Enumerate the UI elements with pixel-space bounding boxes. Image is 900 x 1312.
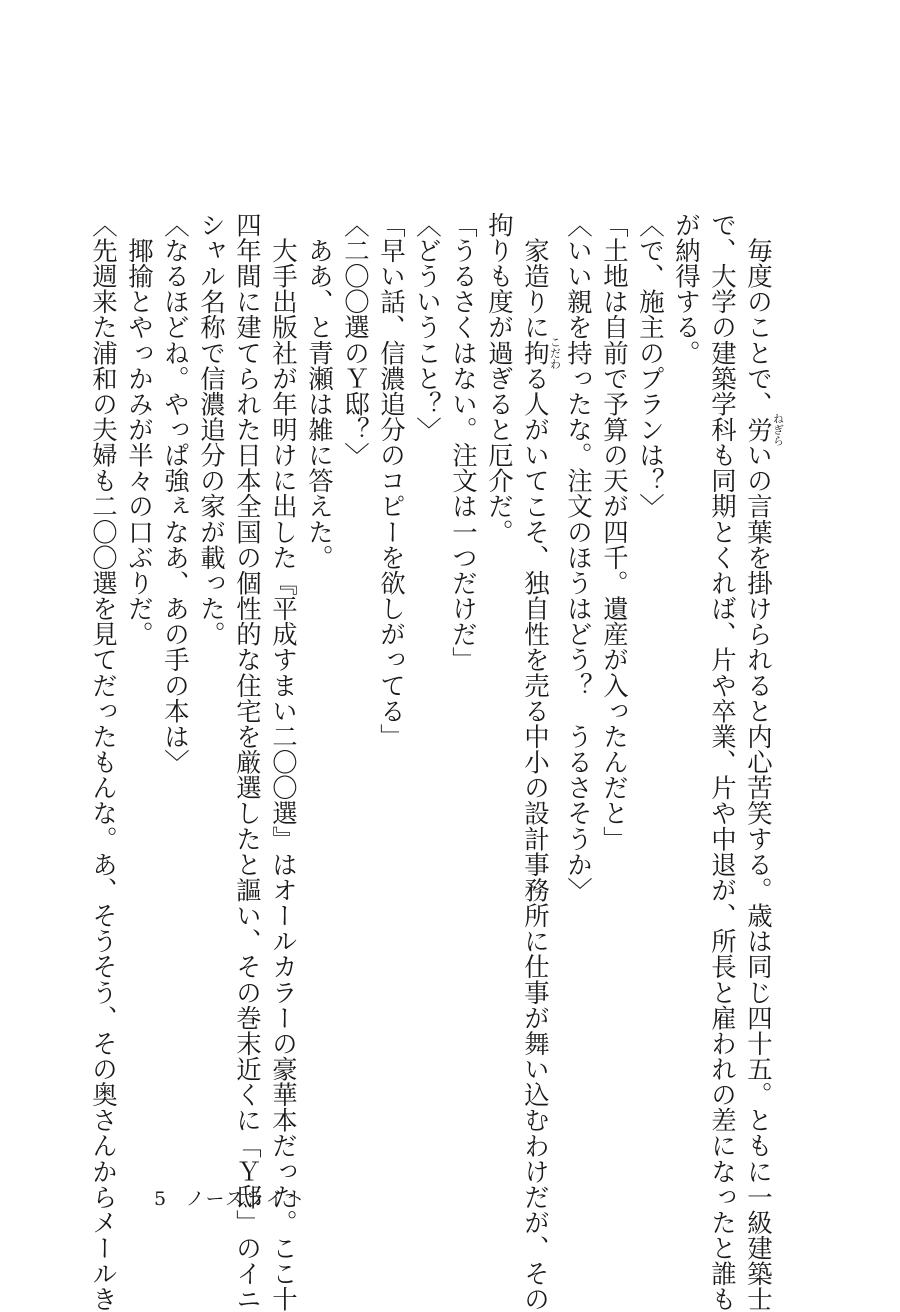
text-line: 「早い話、信濃追分のコピーを欲しがってる」	[377, 212, 407, 750]
text-line: 〈どういうこと？〉	[413, 212, 443, 443]
text-line: 揶揄とやっかみが半々の口ぶりだ。	[125, 212, 155, 647]
text-line: 〈なるほどね。やっぱ強ぇなあ、あの手の本は〉	[161, 212, 191, 775]
text-line: 「うるさくはない。注文は一つだけだ」	[449, 212, 479, 673]
text-line-rest: いの言葉を掛けられると内心苦笑する。歳は同じ四十五。ともに一級建築士	[744, 442, 774, 1312]
running-title: ノースライト	[185, 1188, 307, 1210]
text-line: 大手出版社が年明けに出した『平成すまい二〇〇選』はオールカラーの豪華本だった。ここ十	[269, 212, 299, 1312]
text-line: 「土地は自前で予算の天が四千。遺産が入ったんだと」	[600, 212, 630, 852]
ruby-word	[521, 336, 562, 370]
text-line: で、大学の建築学科も同期とくれば、片や卒業、片や中退が、所長と雇われの差になったと誰も	[708, 212, 738, 1312]
text-line: 〈で、施主のプランは？〉	[636, 212, 666, 519]
text-line: が納得する。	[672, 212, 702, 366]
text-line: 〈いい親を持ったな。注文のほうはどう？ うるさそうか〉	[564, 212, 594, 903]
text-line	[518, 212, 562, 1312]
text-line-start: 毎度のことで、	[744, 212, 774, 417]
text-line: ああ、と青瀬は雑に答えた。	[305, 212, 335, 571]
ruby-reading: ねぎら	[771, 412, 785, 446]
ruby-base: 拘	[521, 336, 551, 370]
text-line-rest: る人がいてこそ、独自性を売る中小の設計事務所に仕事が舞い込むわけだが、その	[521, 365, 551, 1312]
ruby-word	[744, 412, 785, 446]
text-line: 四年間に建てられた日本全国の個性的な住宅を厳選したと謳い、その巻末近くに「Ｙ邸」のイニ	[233, 212, 263, 1312]
text-line: シャル名称で信濃追分の家が載った。	[197, 212, 227, 647]
text-line: 〈二〇〇選のＹ邸？〉	[341, 212, 371, 468]
page-footer	[154, 1184, 307, 1211]
ruby-base: 労	[744, 412, 774, 446]
text-line: 拘りも度が過ぎると厄介だ。	[485, 212, 515, 545]
text-line-start: 家造りに	[521, 212, 551, 340]
page-number: 5	[154, 1188, 168, 1210]
ruby-reading: こだわ	[548, 336, 562, 370]
text-line: 〈先週来た浦和の夫婦も二〇〇選を見てだったもんな。あ、そうそう、その奥さんからメールき	[89, 212, 119, 1312]
text-line	[741, 212, 785, 1312]
